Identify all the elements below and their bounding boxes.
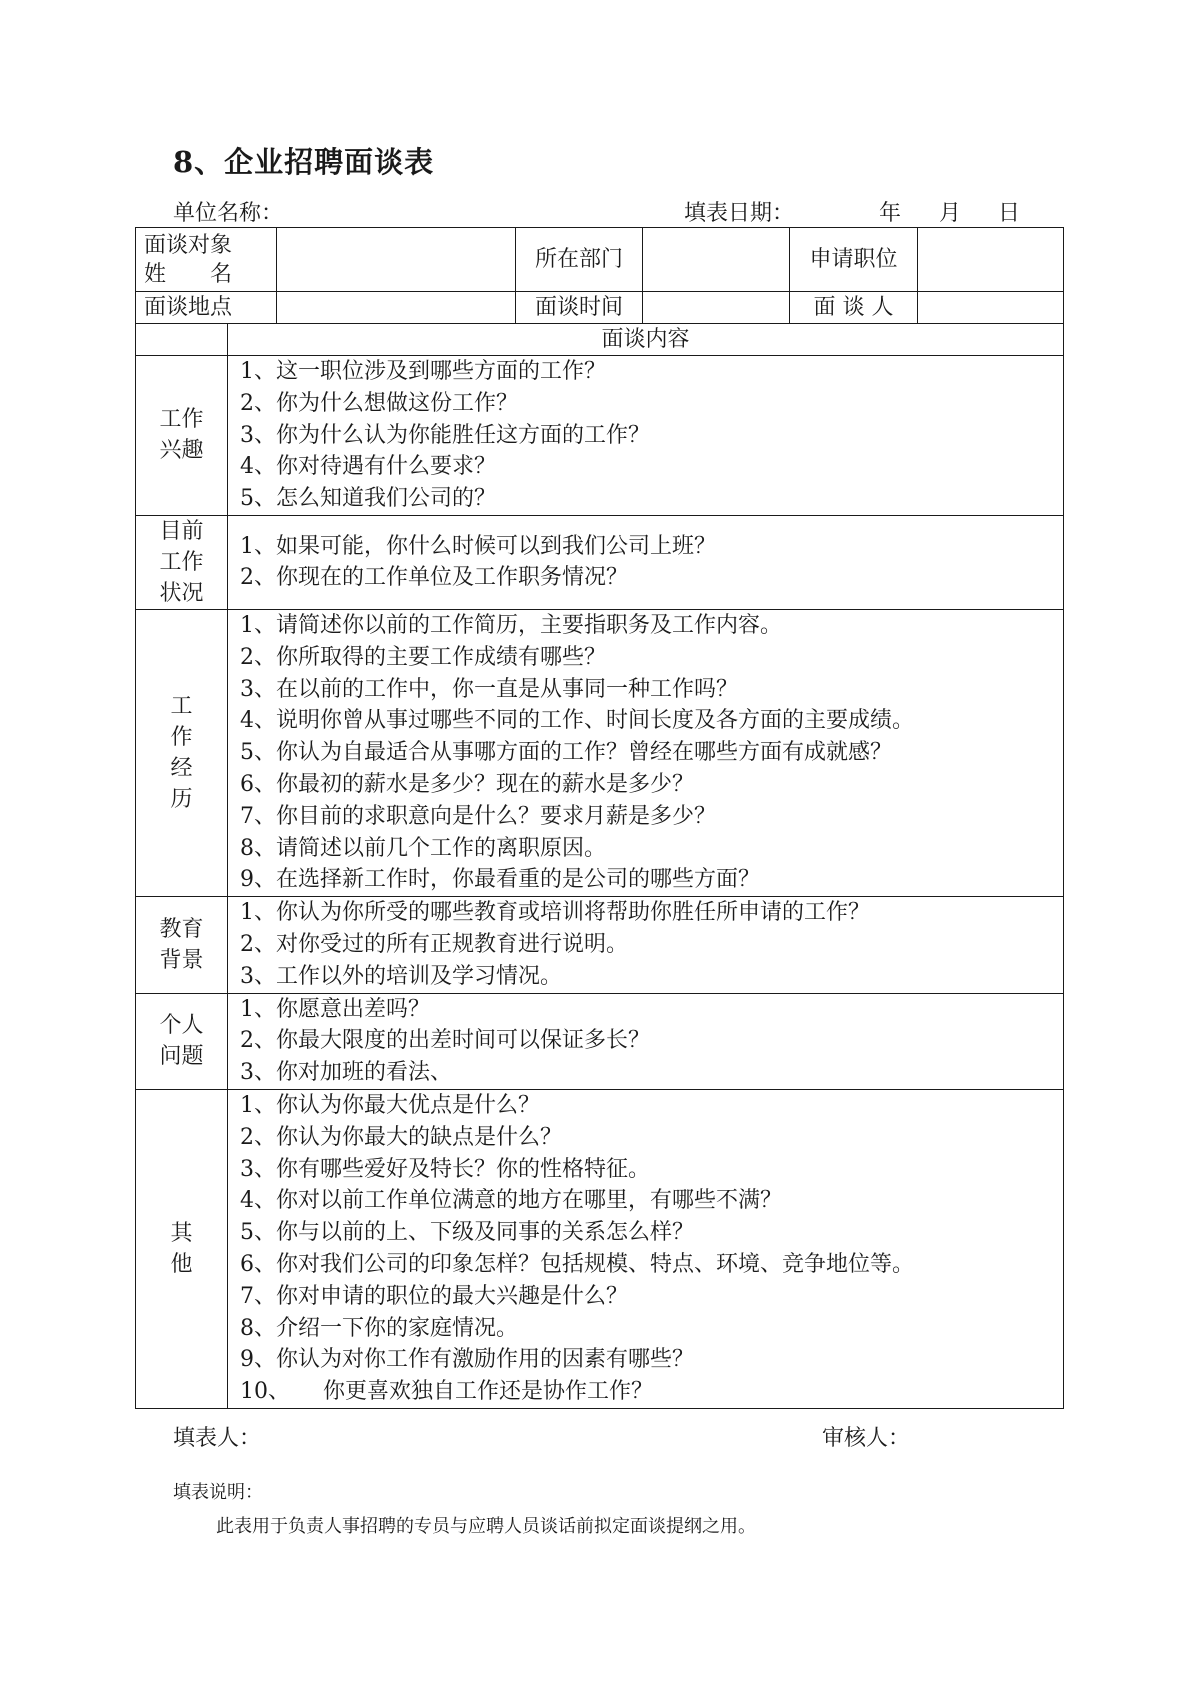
question-item: 3、你有哪些爱好及特长？你的性格特征。 xyxy=(240,1156,650,1182)
filler-label: 填表人： xyxy=(173,1426,262,1451)
section-label-line: 工作 xyxy=(159,549,204,575)
question-item: 1、这一职位涉及到哪些方面的工作？ xyxy=(240,359,606,384)
question-item: 4、你对待遇有什么要求？ xyxy=(240,454,496,480)
section-label-line: 工作 xyxy=(159,407,204,433)
section-row-current-work-status xyxy=(136,515,1064,609)
year-label: 年 xyxy=(879,201,902,226)
month-label: 月 xyxy=(939,201,962,226)
section-row-work-interest xyxy=(136,356,1064,516)
question-item: 1、你认为你所受的哪些教育或培训将帮助你胜任所申请的工作？ xyxy=(240,900,870,926)
question-item: 3、你为什么认为你能胜任这方面的工作？ xyxy=(240,422,650,448)
question-item: 9、在选择新工作时，你最看重的是公司的哪些方面？ xyxy=(240,867,760,893)
question-item: 10、 你更喜欢独自工作还是协作工作？ xyxy=(240,1379,653,1405)
section-label-line: 兴趣 xyxy=(159,438,204,464)
department-label: 所在部门 xyxy=(516,228,643,292)
section-row-personal-issues xyxy=(136,993,1064,1089)
question-item: 2、你认为你最大的缺点是什么？ xyxy=(240,1124,562,1150)
question-item: 3、你对加班的看法、 xyxy=(240,1060,452,1086)
interviewer-field[interactable] xyxy=(918,292,1064,324)
question-item: 2、对你受过的所有正规教育进行说明。 xyxy=(240,931,628,957)
question-item: 6、你最初的薪水是多少？现在的薪水是多少？ xyxy=(240,771,694,797)
section-label xyxy=(136,356,228,516)
section-label-line: 其 xyxy=(170,1220,193,1246)
question-item: 4、你对以前工作单位满意的地方在哪里，有哪些不满？ xyxy=(240,1188,782,1214)
question-item: 2、你所取得的主要工作成绩有哪些？ xyxy=(240,644,606,670)
section-label-line: 背景 xyxy=(159,947,204,973)
section-label-line: 他 xyxy=(170,1251,193,1277)
fill-date-label: 填表日期： xyxy=(684,201,795,226)
unit-name-label: 单位名称： xyxy=(173,201,284,226)
interview-place-field[interactable] xyxy=(277,292,516,324)
section-questions xyxy=(228,515,1064,609)
reviewer-label: 审核人： xyxy=(822,1426,911,1451)
section-label-line: 历 xyxy=(170,787,193,813)
position-label: 申请职位 xyxy=(790,228,918,292)
question-item: 1、请简述你以前的工作简历，主要指职务及工作内容。 xyxy=(240,612,782,638)
note-heading: 填表说明： xyxy=(173,1482,263,1503)
section-label-line: 状况 xyxy=(159,580,204,606)
interview-time-field[interactable] xyxy=(643,292,790,324)
section-label-line: 作 xyxy=(170,725,193,751)
section-label-line: 个人 xyxy=(159,1013,204,1039)
question-item: 2、你现在的工作单位及工作职务情况？ xyxy=(240,565,628,591)
section-questions xyxy=(228,897,1064,993)
question-item: 8、请简述以前几个工作的离职原因。 xyxy=(240,835,606,861)
section-label xyxy=(136,1089,228,1408)
section-row-other xyxy=(136,1089,1064,1408)
interview-form-table xyxy=(135,227,1064,1409)
question-item: 2、你最大限度的出差时间可以保证多长？ xyxy=(240,1028,650,1054)
question-item: 1、你愿意出差吗？ xyxy=(240,996,430,1022)
section-label xyxy=(136,993,228,1089)
question-item: 3、在以前的工作中，你一直是从事同一种工作吗？ xyxy=(240,676,738,702)
question-item: 1、如果可能，你什么时候可以到我们公司上班？ xyxy=(240,533,716,559)
note-text: 此表用于负责人事招聘的专员与应聘人员谈话前拟定面谈提纲之用。 xyxy=(216,1516,756,1537)
section-questions xyxy=(228,993,1064,1089)
interview-time-label: 面谈时间 xyxy=(516,292,643,324)
interviewee-name-label-line2: 姓 名 xyxy=(144,261,233,287)
content-heading-row xyxy=(136,324,1064,356)
question-item: 5、你与以前的上、下级及同事的关系怎么样？ xyxy=(240,1220,694,1246)
section-label-line: 教育 xyxy=(159,916,204,942)
section-label xyxy=(136,609,228,896)
header-row-1 xyxy=(136,228,1064,292)
question-item: 5、怎么知道我们公司的？ xyxy=(240,486,496,512)
section-questions xyxy=(228,609,1064,896)
question-item: 2、你为什么想做这份工作？ xyxy=(240,390,518,416)
section-row-education-background xyxy=(136,897,1064,993)
question-item: 3、工作以外的培训及学习情况。 xyxy=(240,963,562,989)
content-heading: 面谈内容 xyxy=(228,324,1064,356)
interviewer-label: 面 谈 人 xyxy=(790,292,918,324)
day-label: 日 xyxy=(998,201,1021,226)
section-questions xyxy=(228,356,1064,516)
question-item: 5、你认为自最适合从事哪方面的工作？曾经在哪些方面有成就感？ xyxy=(240,740,892,766)
section-label-line: 问题 xyxy=(159,1044,204,1070)
section-label-line: 工 xyxy=(170,694,193,720)
interview-place-label: 面谈地点 xyxy=(136,292,277,324)
section-row-work-experience xyxy=(136,609,1064,896)
section-label-line: 目前 xyxy=(159,518,204,544)
question-item: 1、你认为你最大优点是什么？ xyxy=(240,1092,540,1118)
department-field[interactable] xyxy=(643,228,790,292)
content-heading-blank-cell xyxy=(136,324,228,356)
question-item: 6、你对我们公司的印象怎样？包括规模、特点、环境、竞争地位等。 xyxy=(240,1251,914,1277)
section-label xyxy=(136,897,228,993)
question-item: 8、介绍一下你的家庭情况。 xyxy=(240,1315,518,1341)
section-questions xyxy=(228,1089,1064,1408)
interviewee-name-field[interactable] xyxy=(277,228,516,292)
question-item: 7、你目前的求职意向是什么？要求月薪是多少？ xyxy=(240,803,716,829)
page-title: 8、企业招聘面谈表 xyxy=(173,145,435,179)
interviewee-name-label-line1: 面谈对象 xyxy=(144,232,233,258)
question-item: 7、你对申请的职位的最大兴趣是什么？ xyxy=(240,1283,628,1309)
section-label xyxy=(136,515,228,609)
question-item: 9、你认为对你工作有激励作用的因素有哪些？ xyxy=(240,1347,694,1373)
header-row-2 xyxy=(136,292,1064,324)
interviewee-name-label xyxy=(136,228,277,292)
question-item: 4、说明你曾从事过哪些不同的工作、时间长度及各方面的主要成绩。 xyxy=(240,708,914,734)
section-label-line: 经 xyxy=(170,756,193,782)
position-field[interactable] xyxy=(918,228,1064,292)
